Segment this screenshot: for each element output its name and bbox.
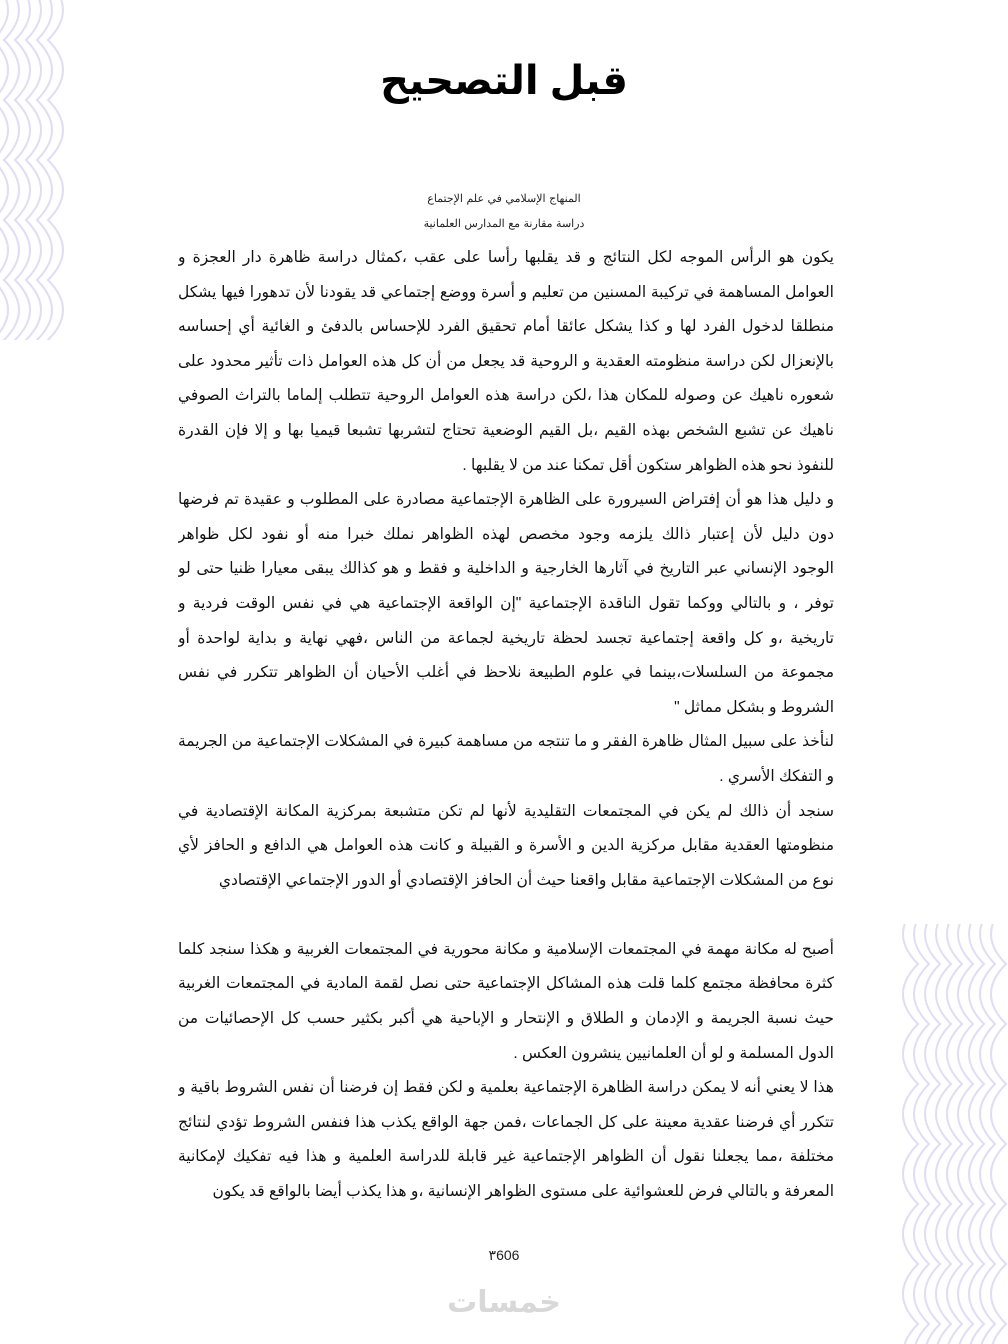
text-line: حيث نسبة الجريمة و الإدمان و الطلاق و الإنتحار و الإباحية هي أكبر بكثير حسب كل الإحصائيات من	[178, 1010, 834, 1028]
wave-line	[980, 924, 995, 1344]
text-line: مختلفة ،مما يجعلنا نقول أن الظواهر الإجتماعية غير قابلة للدراسة العلمية و هذا فيه تفكيك لإمكانية	[178, 1148, 834, 1166]
wave-line	[936, 924, 951, 1344]
wave-line	[914, 924, 929, 1344]
text-line: تاريخية ،و كل واقعة إجتماعية تجسد لحظة تاريخية لجماعة من الناس ،فهي نهاية و بداية لواحدة أو	[178, 629, 834, 647]
text-line: نوع من المشكلات الإجتماعية مقابل واقعنا حيث أن الحافز الإقتصادي أو الدور الإجتماعي الإقتصادي	[218, 871, 834, 889]
book-title-header: المنهاج الإسلامي في علم الإجتماع	[427, 192, 581, 205]
wave-line	[947, 924, 962, 1344]
text-line: مجموعة من السلسلات،بينما في علوم الطبيعة نلاحظ في أغلب الأحيان أن الظواهر تتكرر في نفس	[178, 664, 834, 682]
page-number: ٣606	[488, 1247, 520, 1263]
paragraph	[178, 241, 834, 483]
text-line: منطلقا لدخول الفرد لها و كذا يشكل عائقا أمام تحقيق الفرد للإحساس بالدفئ و الغائية أي إحساسه	[178, 318, 834, 336]
paragraph-spacer	[178, 898, 834, 933]
text-line: توفر ، و بالتالي ووكما تقول الناقدة الإجتماعية "إن الواقعة الإجتماعية هي في نفس الوقت فردية و	[178, 594, 834, 612]
paragraph	[178, 933, 834, 1071]
paragraph	[178, 1071, 834, 1209]
text-line: للنفوذ نحو هذه الظواهر ستكون أقل تمكنا عند من لا يقلبها .	[462, 456, 834, 474]
text-line: المعرفة و بالتالي فرض للعشوائية على مستوى الظواهر الإنسانية ،و هذا يكذب أيضا بالواقع قد يكون	[212, 1183, 834, 1201]
text-line: تتكرر أي فرضنا عقدية معينة على كل الجماعات ،فمن جهة الواقع يكذب هذا فنفس الشروط تؤدي لنتائج	[178, 1113, 834, 1131]
text-line: الدول المسلمة و لو أن العلمانيين ينشرون العكس .	[513, 1044, 834, 1062]
text-line: ناهيك عن تشبع الشخص بهذه القيم ،بل القيم الوضعية تحتاج لتشربها تشبعا قيميا بها و إلا فإن القدرة	[178, 421, 834, 439]
text-line: شعوره ناهيك عن وصوله للمكان هذا ،لكن دراسة هذه العوامل الروحية تتطلب إلماما بالتراث الصوفي	[178, 387, 834, 405]
watermark-logo: خمسات	[447, 1286, 561, 1319]
text-line: و دليل هذا هو أن إفتراض السيرورة على الظاهرة الإجتماعية مصادرة على المطلوب و عقيدة تم فرضها	[178, 491, 834, 509]
paragraph	[178, 725, 834, 794]
text-line: الوجود الإنساني عبر التاريخ في آثارها الخارجية و الداخلية و فقط و هو كذالك يبقى معيارا ظنيا حتى لو	[178, 560, 834, 578]
paragraph	[178, 483, 834, 725]
paragraph	[178, 795, 834, 899]
decorative-wave-lines-bottom-right	[898, 924, 1008, 1344]
wave-line	[958, 924, 973, 1344]
wave-line	[991, 924, 1006, 1344]
wave-line	[903, 924, 918, 1344]
text-line: يكون هو الرأس الموجه لكل النتائج و قد يقلبها رأسا على عقب ،كمثال دراسة ظاهرة دار العجزة و	[178, 249, 834, 266]
text-line: أصبح له مكانة مهمة في المجتمعات الإسلامية و مكانة محورية في المجتمعات الغربية و هكذا سنجد كلما	[178, 940, 834, 958]
text-line: دون دليل لأن إعتبار ذالك يلزمه وجود مخصص لهذه الظواهر نملك خبرا منه أو نفود لكل ظواهر	[178, 525, 834, 543]
wave-line	[925, 924, 940, 1344]
wave-line	[26, 0, 41, 340]
wave-line	[15, 0, 30, 340]
text-line: كثرة محافظة مجتمع كلما قلت هذه المشاكل الإجتماعية حتى نصل لقمة المادية في المجتمعات الغربية	[178, 975, 834, 993]
wave-line	[969, 924, 984, 1344]
wave-line	[37, 0, 52, 340]
text-line: العوامل المساهمة في تركيبة المسنين من تعليم و أسرة ووضع إجتماعي قد يقودنا لأن تدهورا فيها يشكل	[178, 283, 834, 301]
text-line: و التفكك الأسري .	[719, 767, 834, 785]
text-line: هذا لا يعني أنه لا يمكن دراسة الظاهرة الإجتماعية بعلمية و لكن فقط إن فرضنا أن نفس الشروط باقية و	[178, 1079, 834, 1097]
decorative-wave-lines-top-left	[0, 0, 110, 340]
wave-line	[0, 0, 8, 340]
book-subtitle-header: دراسة مقارنة مع المدارس العلمانية	[423, 217, 585, 230]
text-line: منظومتها العقدية مقابل مركزية الدين و الأسرة و القبيلة و كانت هذه العوامل هي الدافع و الحافز لأي	[178, 837, 834, 855]
page-title: قبل التصحيح	[380, 59, 628, 103]
text-line: الشروط و بشكل مماثل "	[674, 698, 834, 716]
text-line: لنأخذ على سبيل المثال ظاهرة الفقر و ما تنتجه من مساهمة كبيرة في المشكلات الإجتماعية من الجريمة	[178, 733, 834, 751]
document-body	[178, 241, 834, 1210]
wave-line	[4, 0, 19, 340]
text-line: بالإنعزال لكن دراسة منظومته العقدية و الروحية قد يجعل من أن كل هذه العوامل ذات تأثير محدود على	[178, 352, 834, 370]
wave-line	[48, 0, 63, 340]
text-line: سنجد أن ذالك لم يكن في المجتمعات التقليدية لأنها لم تكن متشبعة بمركزية المكانة الإقتصادية في	[178, 802, 834, 820]
